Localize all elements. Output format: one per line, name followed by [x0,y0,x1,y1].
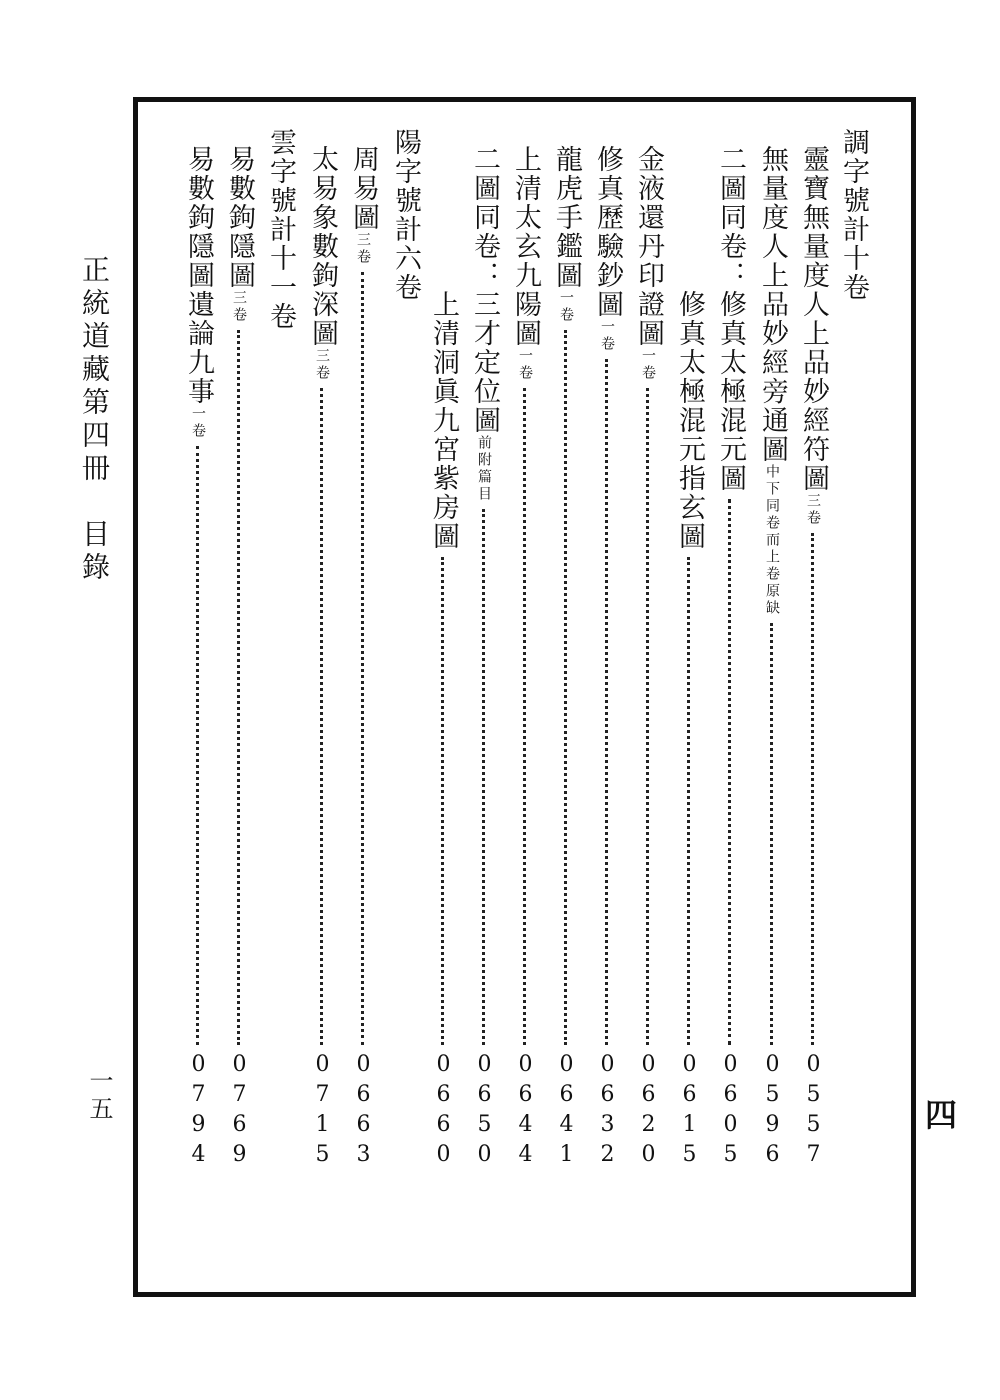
toc-page-number: 0596 [760,1052,785,1172]
toc-entry [181,0,215,1172]
toc-page-number: 0794 [186,1052,211,1172]
toc-entry-title: 二圖同卷：修真太極混元圖 [715,145,746,493]
toc-entry-title-group [222,145,256,324]
toc-entry [755,0,789,1172]
toc-entry-title: 調字號計十卷 [838,128,869,302]
toc-entry-title-group [836,128,870,302]
toc-leader-dots [441,557,444,1045]
toc-entry [836,0,870,1130]
toc-page-number: 0632 [595,1052,620,1172]
toc-entry [508,0,542,1172]
toc-leader-dots [237,330,240,1045]
toc-entry-note: 一卷 [558,290,574,324]
toc-entry-title: 上清太玄九陽圖 [510,145,541,348]
page-number: 一五 [85,1068,113,1124]
toc-entry-title: 二圖同卷：三才定位圖 [469,145,500,435]
toc-entry-title-group [713,145,747,493]
toc-entry-title: 龍虎手鑑圖 [551,145,582,290]
toc-entry-title: 周易圖 [348,145,379,232]
toc-leader-dots [320,388,323,1045]
toc-entry-title-group [388,128,422,302]
toc-entry-note: 一卷 [517,348,533,382]
toc-leader-dots [728,499,731,1045]
toc-page-number: 0663 [351,1052,376,1172]
toc-entry-title: 上清洞眞九宮紫房圖 [428,290,459,551]
toc-page-number: 0644 [513,1052,538,1172]
toc-entry-title: 修真歷驗鈔圖 [592,145,623,319]
toc-entry [263,0,297,1130]
toc-page-number: 0641 [554,1052,579,1172]
toc-leader-dots [523,388,526,1045]
toc-entry-note: 前附篇目 [476,435,492,503]
toc-leader-dots [646,388,649,1045]
toc-entry-title-group [549,145,583,324]
toc-entry-note: 三卷 [805,493,821,527]
toc-leader-dots [770,623,773,1045]
toc-page-number: 0557 [801,1052,826,1172]
toc-entry-title-group [181,145,215,440]
toc-entry-title-group [755,145,789,617]
toc-leader-dots [687,557,690,1045]
toc-page-number: 0650 [472,1052,497,1172]
toc-page-number: 0620 [636,1052,661,1172]
toc-page-number: 0615 [677,1052,702,1172]
toc-entry [796,0,830,1172]
toc-entry-title-group [346,145,380,266]
toc-entry-title: 金液還丹印證圖 [633,145,664,348]
toc-entry-title: 易數鉤隱圖遺論九事 [183,145,214,406]
toc-entry-title-group [672,290,706,551]
toc-entry-title: 無量度人上品妙經旁通圖 [757,145,788,464]
toc-leader-dots [482,509,485,1045]
toc-entry-title: 修真太極混元指玄圖 [674,290,705,551]
toc-entry-note: 三卷 [231,290,247,324]
toc-page-number: 0660 [431,1052,456,1172]
toc-entry-title-group [590,145,624,353]
toc-entry-title: 太易象數鉤深圖 [307,145,338,348]
toc-entry [713,0,747,1172]
toc-entry [467,0,501,1172]
toc-entry-title-group [263,128,297,331]
toc-entry-note: 三卷 [314,348,330,382]
toc-entry [222,0,256,1172]
toc-page-number: 0605 [718,1052,743,1172]
side-section-number: 四 [925,1096,958,1134]
toc-entry-title: 雲字號計十一卷 [265,128,296,331]
toc-leader-dots [361,272,364,1045]
toc-entry-title-group [631,145,665,382]
toc-entry-note: 一卷 [640,348,656,382]
toc-entry [346,0,380,1172]
toc-entry-note: 一卷 [599,319,615,353]
toc-entry-title-group [508,145,542,382]
toc-entry [549,0,583,1172]
toc-leader-dots [811,533,814,1045]
toc-entry-title: 易數鉤隱圖 [224,145,255,290]
toc-page-number: 0715 [310,1052,335,1172]
book-title: 正統道藏第四冊 目錄 [78,255,111,585]
toc-entry-title: 靈寶無量度人上品妙經符圖 [798,145,829,493]
toc-entry [388,0,422,1130]
toc-entry-title-group [467,145,501,503]
toc-entry [631,0,665,1172]
toc-entry-title-group [796,145,830,527]
toc-entry-note: 三卷 [355,232,371,266]
toc-leader-dots [196,446,199,1045]
toc-entry-note: 中下同卷而上卷原缺 [764,464,780,617]
toc-entry [590,0,624,1172]
toc-entry-note: 一卷 [190,406,206,440]
toc-entry [672,0,706,1172]
toc-entry-title-group [426,290,460,551]
toc-entry [426,0,460,1172]
toc-leader-dots [564,330,567,1045]
toc-entry-title: 陽字號計六卷 [390,128,421,302]
toc-leader-dots [605,359,608,1045]
toc-page-number: 0769 [227,1052,252,1172]
toc-entry [305,0,339,1172]
toc-entry-title-group [305,145,339,382]
